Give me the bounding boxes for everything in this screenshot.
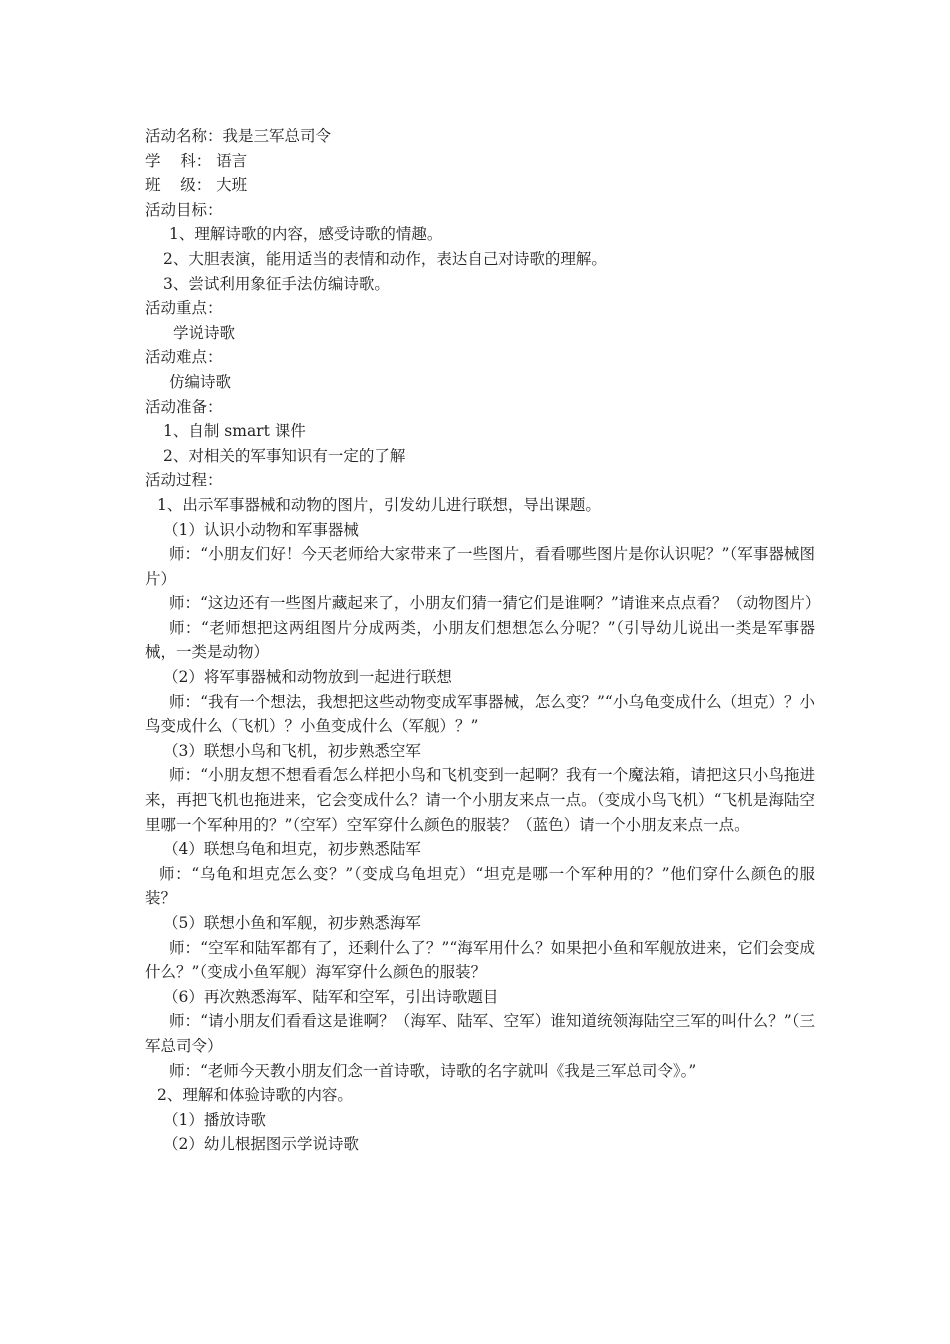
key-heading: 活动重点：: [145, 299, 223, 318]
process-substep: （6）再次熟悉海军、陆军和空军，引出诗歌题目: [163, 987, 499, 1006]
process-substep: （4）联想乌龟和坦克，初步熟悉陆军: [163, 840, 421, 859]
process-substep: （2）幼儿根据图示学说诗歌: [163, 1135, 359, 1154]
dialogue-paragraph: 师：“我有一个想法，我想把这些动物变成军事器械，怎么变？”“小乌龟变成什么（坦克）？小鸟变成什么（飞机）？小鱼变成什么（军舰）？”: [145, 692, 815, 736]
prep-item: 2、对相关的军事知识有一定的了解: [163, 446, 406, 465]
process-substep: （5）联想小鱼和军舰，初步熟悉海军: [163, 914, 421, 932]
difficulty-text: 仿编诗歌: [169, 372, 232, 391]
goals-heading: 活动目标：: [145, 200, 223, 219]
process-heading: 活动过程：: [145, 471, 223, 490]
process-substep: （2）将军事器械和动物放到一起进行联想: [163, 668, 452, 687]
dialogue-paragraph: 师：“小朋友想不想看看怎么样把小鸟和飞机变到一起啊？我有一个魔法箱，请把这只小鸟拖进来，再把飞机也拖进来，它会变成什么？请一个小朋友来点一点。（变成小鸟飞机）“飞机是海陆空里哪一个军种用的？”（空军）空军穿什么颜色的服装？（蓝色）请一个小朋友来点一点。: [145, 766, 815, 834]
process-substep: （1）认识小动物和军事器械: [163, 520, 359, 539]
prep-heading: 活动准备：: [145, 397, 223, 416]
subject-line: 学 科： 语言: [145, 151, 248, 170]
difficulty-heading: 活动难点：: [145, 348, 223, 367]
dialogue-paragraph: 师：“老师想把这两组图片分成两类，小朋友们想想怎么分呢？”（引导幼儿说出一类是军事器械，一类是动物）: [145, 618, 815, 662]
process-step: 1、出示军事器械和动物的图片，引发幼儿进行联想，导出课题。: [157, 495, 601, 514]
dialogue-paragraph: 师：“小朋友们好！今天老师给大家带来了一些图片，看看哪些图片是你认识呢？”（军事器械图片）: [145, 545, 815, 588]
process-substep: （1）播放诗歌: [163, 1110, 266, 1129]
dialogue-paragraph: 师：“请小朋友们看看这是谁啊？（海军、陆军、空军）谁知道统领海陆空三军的叫什么？”（三军总司令）: [145, 1012, 815, 1055]
goal-item: 3、尝试利用象征手法仿编诗歌。: [163, 274, 390, 293]
goal-item: 2、大胆表演，能用适当的表情和动作，表达自己对诗歌的理解。: [163, 249, 607, 268]
key-point: 学说诗歌: [173, 323, 236, 342]
dialogue-paragraph: 师：“这边还有一些图片藏起来了，小朋友们猜一猜它们是谁啊？”请谁来点点看？（动物图片）: [169, 594, 821, 613]
dialogue-paragraph: 师：“乌龟和坦克怎么变？”（变成乌龟坦克）“坦克是哪一个军种用的？”他们穿什么颜色的服装？: [145, 864, 815, 908]
process-step: 2、理解和体验诗歌的内容。: [157, 1086, 353, 1105]
dialogue-paragraph: 师：“空军和陆军都有了，还剩什么了？”“海军用什么？如果把小鱼和军舰放进来，它们会变成什么？”（变成小鱼军舰）海军穿什么颜色的服装？: [145, 938, 815, 982]
grade-line: 班 级： 大班: [145, 176, 248, 195]
prep-item: 1、自制 smart 课件: [163, 422, 306, 441]
process-substep: （3）联想小鸟和飞机，初步熟悉空军: [163, 741, 421, 760]
goal-item: 1、理解诗歌的内容，感受诗歌的情趣。: [169, 225, 443, 244]
activity-name: 活动名称：我是三军总司令: [145, 127, 332, 145]
dialogue-paragraph: 师：“老师今天教小朋友们念一首诗歌，诗歌的名字就叫《我是三军总司令》。”: [169, 1061, 697, 1080]
document-page: [145, 124, 821, 1157]
